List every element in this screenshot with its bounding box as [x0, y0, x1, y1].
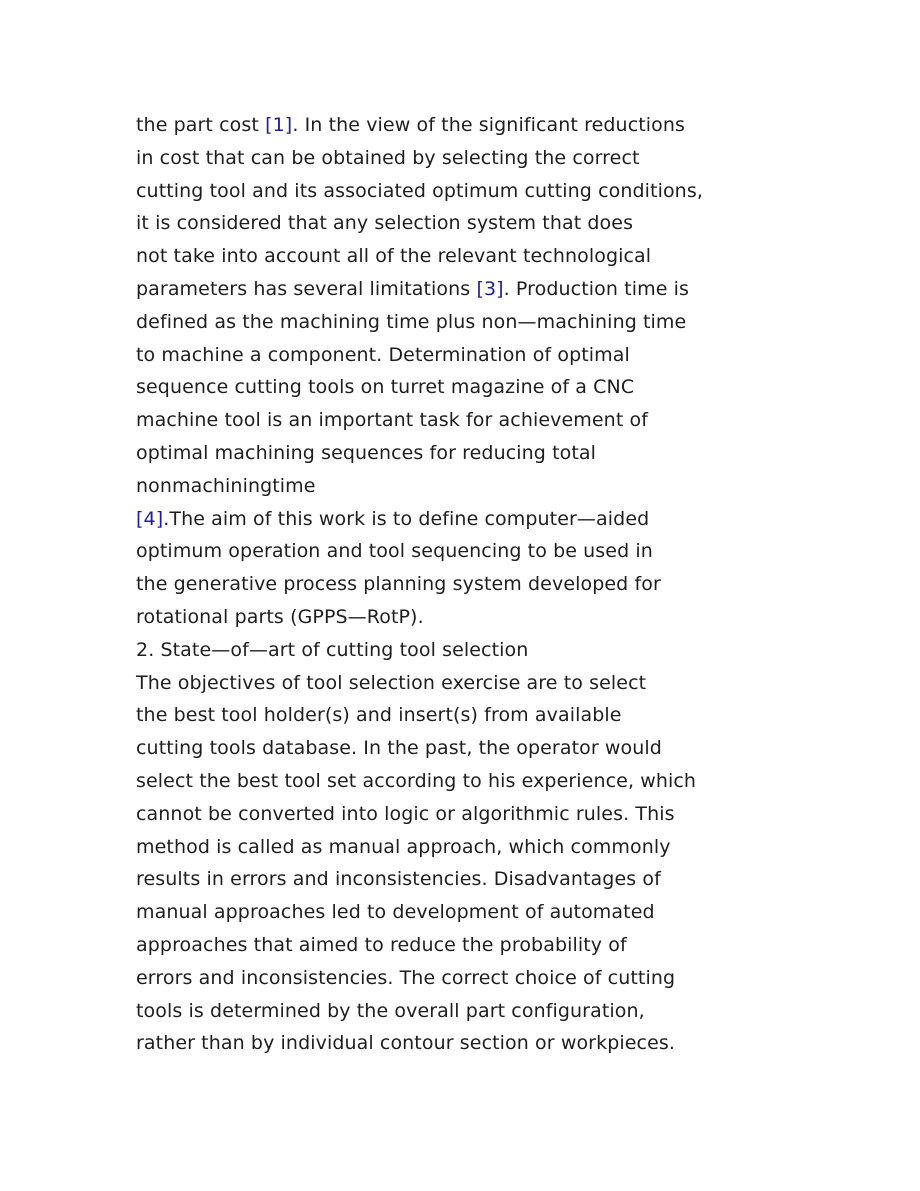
text-line: rotational parts (GPPS—RotP). — [136, 605, 424, 628]
text-line: the generative process planning system developed for — [136, 573, 661, 596]
text-line: sequence cutting tools on turret magazine of a CNC — [136, 376, 635, 399]
citation-link[interactable]: [4] — [136, 507, 164, 530]
citation-link[interactable]: [3] — [476, 277, 504, 300]
line-text: the part cost — [136, 114, 266, 136]
text-line: cannot be converted into logic or algorithmic rules. This — [136, 802, 675, 825]
text-line: the best tool holder(s) and insert(s) from available — [136, 704, 622, 727]
text-line — [136, 273, 796, 306]
line-text: . Production time is — [503, 277, 690, 300]
text-line: select the best tool set according to his experience, which — [136, 769, 697, 792]
text-line: nonmachiningtime — [136, 474, 316, 497]
text-line: to machine a component. Determination of optimal — [136, 343, 630, 366]
text-line: manual approaches led to development of automated — [136, 901, 655, 924]
text-line — [136, 503, 796, 536]
text-line — [136, 109, 796, 142]
text-line: results in errors and inconsistencies. Disadvantages of — [136, 868, 661, 891]
citation-link[interactable]: [1] — [265, 114, 293, 136]
text-line: optimal machining sequences for reducing total — [136, 441, 597, 464]
text-line: tools is determined by the overall part configuration, — [136, 999, 645, 1022]
text-line: not take into account all of the relevant technological — [136, 245, 652, 268]
text-line: rather than by individual contour section or workpieces. — [136, 1032, 676, 1055]
text-line: The objectives of tool selection exercise are to select — [136, 671, 647, 694]
text-line: cutting tool and its associated optimum cutting conditions, — [136, 179, 703, 202]
text-line: errors and inconsistencies. The correct choice of cutting — [136, 966, 676, 989]
body-text — [136, 109, 796, 1060]
line-text: parameters has several limitations — [136, 277, 477, 300]
text-line: machine tool is an important task for achievement of — [136, 409, 649, 432]
text-line: in cost that can be obtained by selecting the correct — [136, 146, 640, 169]
text-line: optimum operation and tool sequencing to be used in — [136, 540, 653, 563]
text-line: it is considered that any selection system that does — [136, 212, 634, 235]
text-line: cutting tools database. In the past, the operator would — [136, 737, 662, 760]
text-line: approaches that aimed to reduce the probability of — [136, 933, 627, 956]
text-line: defined as the machining time plus non—machining time — [136, 310, 687, 333]
line-text: . In the view of the significant reductions — [292, 114, 686, 136]
line-text: .The aim of this work is to define computer—aided — [163, 507, 650, 530]
section-heading: 2. State—of—art of cutting tool selection — [136, 638, 529, 661]
text-line: method is called as manual approach, which commonly — [136, 835, 671, 858]
